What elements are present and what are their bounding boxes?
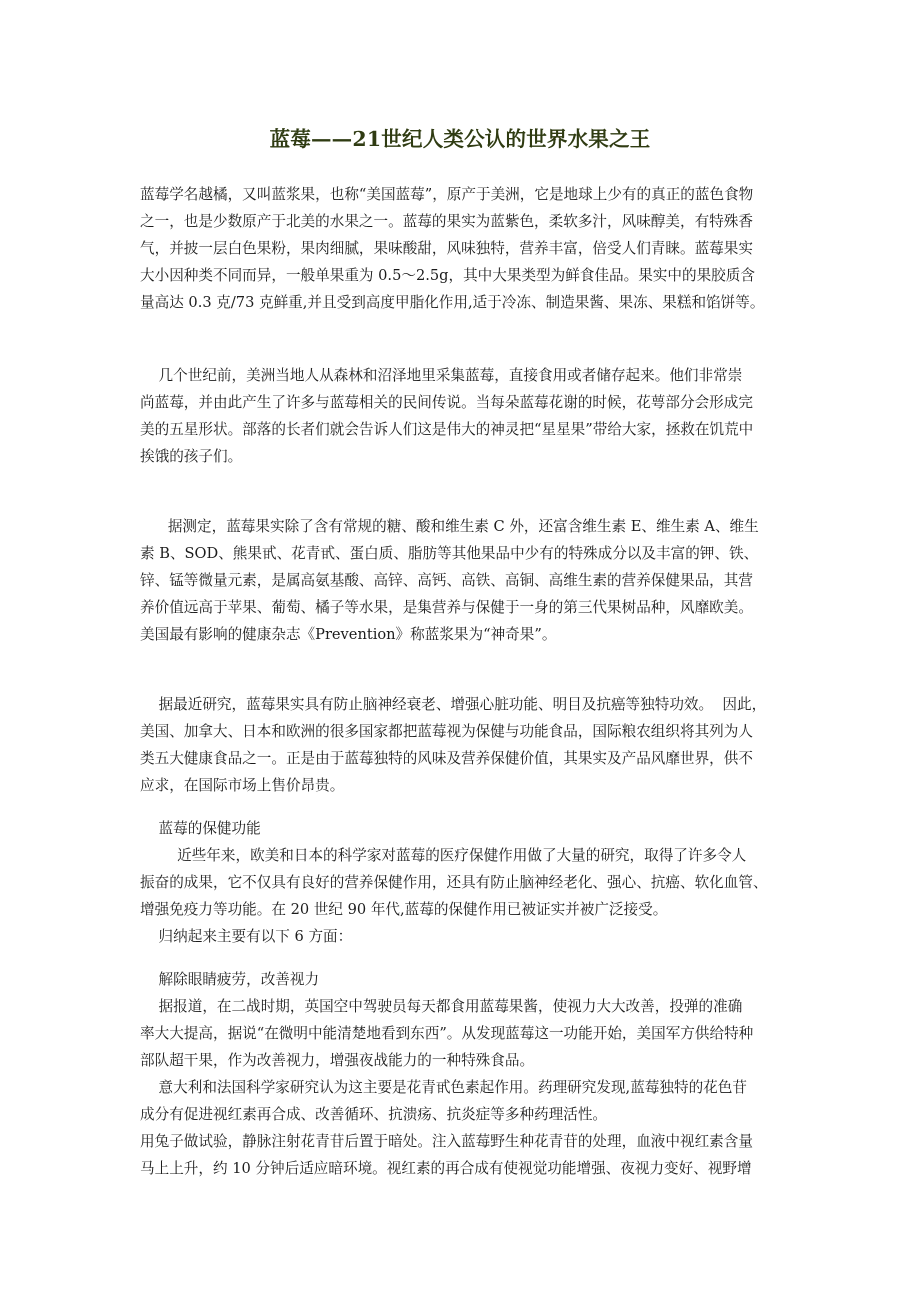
paragraph-line: 成分有促进视红素再合成、改善循环、抗溃疡、抗炎症等多种药理活性。 bbox=[140, 1106, 608, 1123]
paragraph-line: 尚蓝莓，并由此产生了许多与蓝莓相关的民间传说。当每朵蓝莓花谢的时候，花萼部分会形成完 bbox=[140, 394, 753, 411]
paragraph-line: 增强免疫力等功能。在 20 世纪 90 年代,蓝莓的保健作用已被证实并被广泛接受。 bbox=[140, 901, 668, 918]
paragraph-line: 用兔子做试验，静脉注射花青苷后置于暗处。注入蓝莓野生种花青苷的处理，血液中视红素含量 bbox=[140, 1133, 753, 1150]
paragraph-line: 应求，在国际市场上售价昂贵。 bbox=[140, 777, 345, 794]
paragraph-line: 气，并披一层白色果粉，果肉细腻，果味酸甜，风味独特，营养丰富，倍受人们青睐。蓝莓果实 bbox=[140, 240, 753, 257]
paragraph-line: 几个世纪前，美洲当地人从森林和沼泽地里采集蓝莓，直接食用或者储存起来。他们非常崇 bbox=[140, 367, 743, 384]
paragraph-line: 部队超干果，作为改善视力，增强夜战能力的一种特殊食品。 bbox=[140, 1052, 535, 1069]
paragraph-line: 美国、加拿大、日本和欧洲的很多国家都把蓝莓视为保健与功能食品，国际粮农组织将其列为人 bbox=[140, 723, 753, 740]
paragraph-line: 马上上升，约 10 分钟后适应暗环境。视红素的再合成有使视觉功能增强、夜视力变好、视野增 bbox=[140, 1160, 752, 1177]
paragraph-line: 据最近研究，蓝莓果实具有防止脑神经衰老、增强心脏功能、明目及抗癌等独特功效。 因此， bbox=[140, 696, 767, 713]
paragraph-line: 振奋的成果，它不仅具有良好的营养保健作用，还具有防止脑神经老化、强心、抗癌、软化血管、 bbox=[140, 874, 768, 891]
paragraph-line: 锌、锰等微量元素，是属高氨基酸、高锌、高钙、高铁、高铜、高维生素的营养保健果品，其营 bbox=[140, 572, 753, 589]
paragraph-line: 近些年来，欧美和日本的科学家对蓝莓的医疗保健作用做了大量的研究，取得了许多令人 bbox=[140, 847, 747, 864]
paragraph-line: 素 B、SOD、熊果甙、花青甙、蛋白质、脂肪等其他果品中少有的特殊成分以及丰富的钾、铁、 bbox=[140, 545, 759, 562]
section-heading: 蓝莓的保健功能 bbox=[140, 820, 261, 837]
paragraph-line: 大小因种类不同而异，一般单果重为 0.5～2.5g，其中大果类型为鲜食佳品。果实中的果胶质含 bbox=[140, 267, 755, 284]
subsection-heading: 解除眼睛疲劳，改善视力 bbox=[140, 971, 320, 988]
paragraph-line: 量高达 0.3 克/73 克鲜重,并且受到高度甲脂化作用,适于冷冻、制造果酱、果冻、果糕和馅饼等。 bbox=[140, 294, 765, 311]
paragraph-line: 意大利和法国科学家研究认为这主要是花青甙色素起作用。药理研究发现,蓝莓独特的花色苷 bbox=[140, 1079, 747, 1096]
paragraph-line: 据报道，在二战时期，英国空中驾驶员每天都食用蓝莓果酱，使视力大大改善，投弹的准确 bbox=[140, 998, 743, 1015]
paragraph-line: 归纳起来主要有以下 6 方面： bbox=[140, 928, 353, 945]
paragraph-line: 美国最有影响的健康杂志《Prevention》称蓝浆果为“神奇果”。 bbox=[140, 626, 557, 643]
paragraph-line: 美的五星形状。部落的长者们就会告诉人们这是伟大的神灵把“星星果”带给大家，拯救在饥荒中 bbox=[140, 421, 754, 438]
paragraph-line: 养价值远高于苹果、葡萄、橘子等水果，是集营养与保健于一身的第三代果树品种，风靡欧美。 bbox=[140, 599, 753, 616]
paragraph-line: 率大大提高，据说“在微明中能清楚地看到东西”。从发现蓝莓这一功能开始，美国军方供给特种 bbox=[140, 1025, 754, 1042]
paragraph-line: 挨饿的孩子们。 bbox=[140, 448, 243, 465]
paragraph-line: 据测定，蓝莓果实除了含有常规的糖、酸和维生素 C 外，还富含维生素 E、维生素 A、维生 bbox=[140, 518, 759, 535]
paragraph-line: 之一，也是少数原产于北美的水果之一。蓝莓的果实为蓝紫色，柔软多汁，风味醇美，有特殊香 bbox=[140, 213, 753, 230]
paragraph-line: 类五大健康食品之一。正是由于蓝莓独特的风味及营养保健价值，其果实及产品风靡世界，供不 bbox=[140, 750, 753, 767]
document-title: 蓝莓——21世纪人类公认的世界水果之王 bbox=[269, 127, 651, 151]
paragraph-line: 蓝莓学名越橘，又叫蓝浆果，也称“美国蓝莓”，原产于美洲，它是地球上少有的真正的蓝色食物 bbox=[140, 186, 754, 203]
